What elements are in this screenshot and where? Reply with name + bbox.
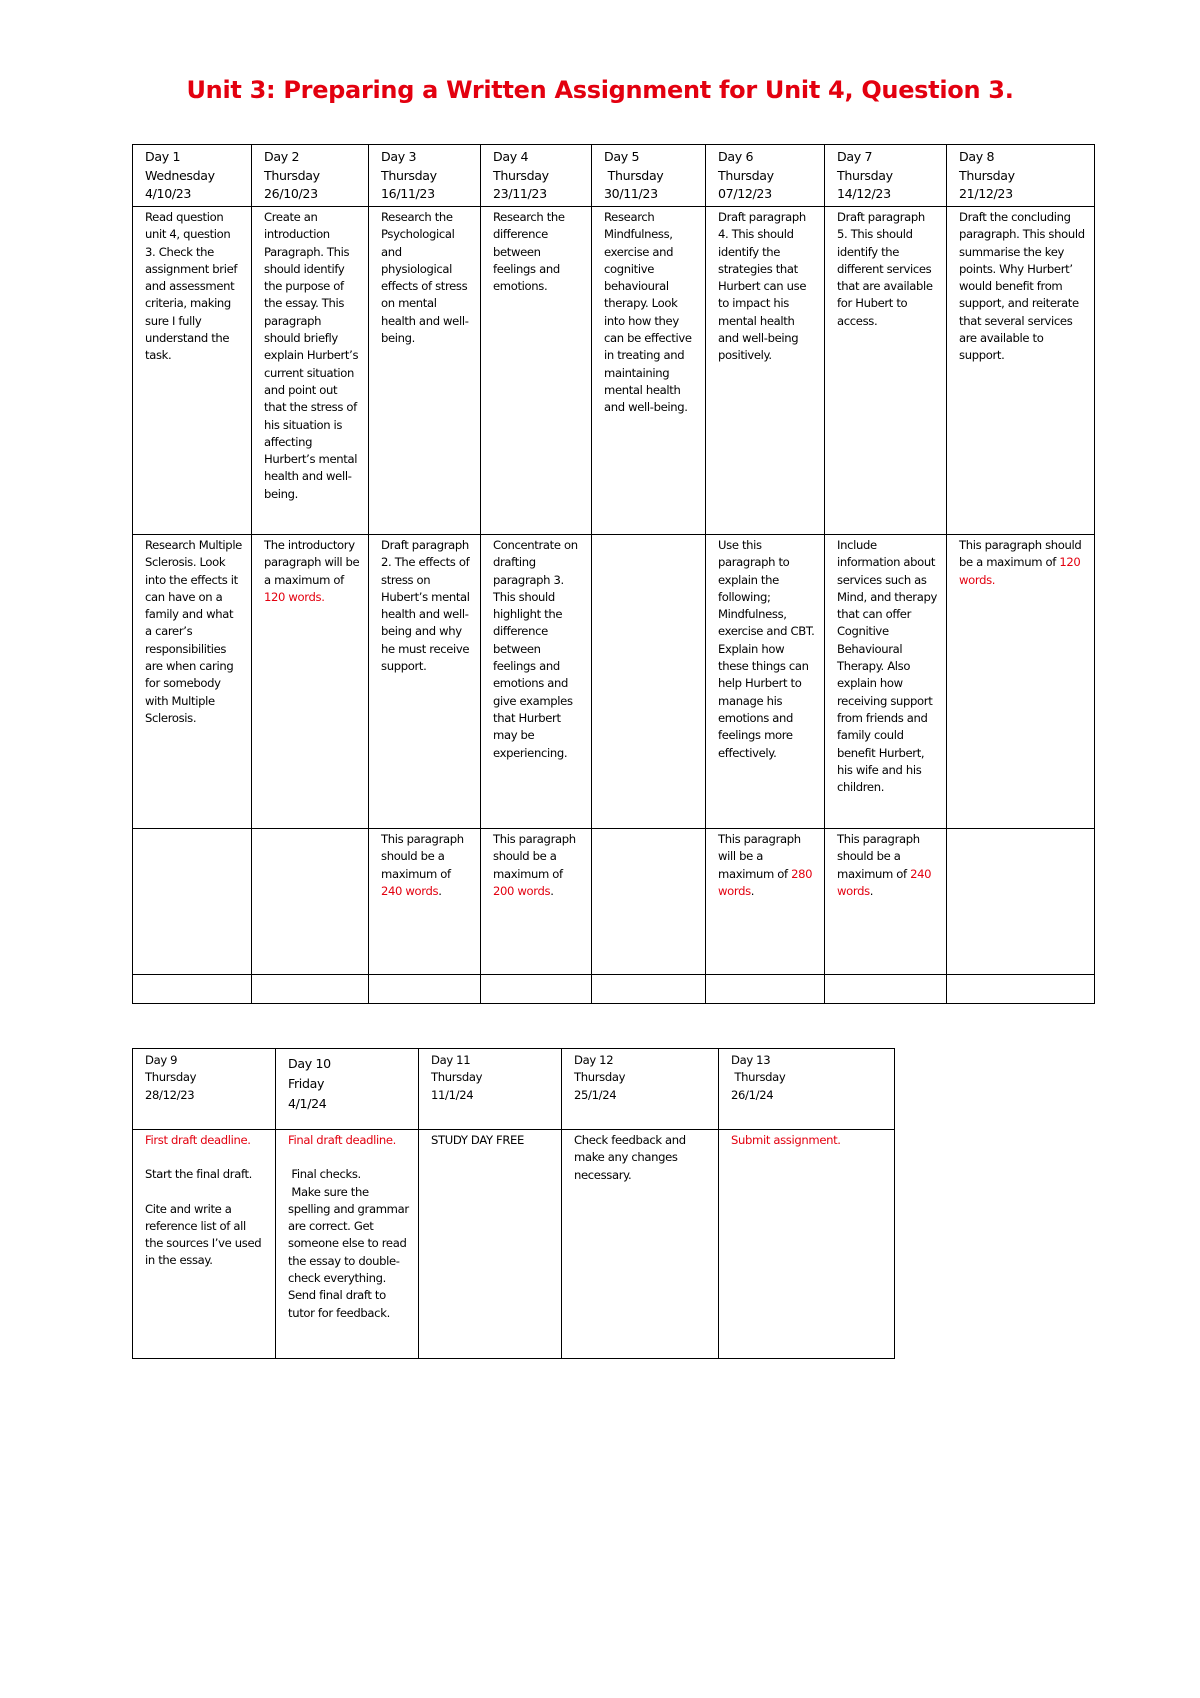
day-label: Day 2 — [264, 149, 300, 164]
spacer — [288, 1149, 410, 1166]
weekday-label: Thursday — [381, 167, 437, 183]
weekday-label: Thursday — [574, 1070, 626, 1085]
task-cell — [133, 1130, 276, 1359]
empty-cell — [133, 829, 252, 975]
deadline-label: First draft deadline. — [145, 1133, 251, 1147]
word-limit-end: . — [438, 883, 442, 898]
day-label: Day 3 — [381, 149, 417, 164]
day-header — [825, 145, 947, 207]
word-limit-text: This paragraph should be a maximum of — [837, 832, 920, 881]
task-cell: Draft paragraph 4. This should identify the strategies that Hurbert can use to impact his mental health and well-being positively. — [706, 207, 825, 535]
day-label: Day 8 — [959, 149, 995, 164]
word-limit-value: 280 words — [718, 866, 813, 898]
word-limit-cell — [706, 829, 825, 975]
day-label: Day 1 — [145, 149, 181, 164]
empty-cell — [592, 975, 706, 1004]
task-cell: Concentrate on drafting paragraph 3. This should highlight the difference between feelings and emotions and give examples that Hurbert may be experiencing. — [481, 535, 592, 829]
task-cell: Read question unit 4, question 3. Check the assignment brief and assessment criteria, making sure I fully understand the task. — [133, 207, 252, 535]
word-limit-end: . — [550, 883, 554, 898]
task-text: Make sure the spelling and grammar are correct. Get someone else to read the essay to double-check everything. Send final draft to tutor for feedback. — [288, 1184, 413, 1320]
task-cell — [276, 1130, 419, 1359]
page-title: Unit 3: Preparing a Written Assignment for Unit 4, Question 3. — [186, 76, 1014, 104]
task-cell — [252, 535, 369, 829]
task-cell: Draft paragraph 2. The effects of stress on Hubert’s mental health and well-being and why he must receive support. — [369, 535, 481, 829]
day-header — [369, 145, 481, 207]
blank-row — [133, 975, 1095, 1004]
word-limit-end: . — [750, 883, 755, 898]
day-label: Day 9 — [145, 1053, 178, 1067]
day-label: Day 7 — [837, 149, 873, 164]
weekday-label: Thursday — [145, 1070, 197, 1085]
day-header — [481, 145, 592, 207]
word-limit-cell — [369, 829, 481, 975]
day-label: Day 6 — [718, 149, 754, 164]
date-label: 16/11/23 — [381, 186, 435, 201]
day-label: Day 11 — [431, 1053, 471, 1067]
header-row — [133, 1049, 895, 1130]
empty-cell — [133, 975, 252, 1004]
task-cell: Research Multiple Sclerosis. Look into the effects it can have on a family and what a carer’s responsibilities are when caring for somebody with Multiple Sclerosis. — [133, 535, 252, 829]
task-cell: Draft the concluding paragraph. This should summarise the key points. Why Hurbert’ would benefit from support, and reiterate that several services are available to support. — [947, 207, 1095, 535]
date-label: 26/10/23 — [264, 186, 318, 201]
task-cell: Use this paragraph to explain the following; Mindfulness, exercise and CBT. Explain how these things can help Hurbert to manage his emotions and feelings more effectively. — [706, 535, 825, 829]
day-header — [947, 145, 1095, 207]
word-limit-text: This paragraph should be a maximum of — [381, 832, 464, 881]
day-header — [252, 145, 369, 207]
word-limit-row — [133, 829, 1095, 975]
date-label: 11/1/24 — [431, 1087, 474, 1102]
weekday-label: Wednesday — [145, 167, 215, 183]
spacer — [145, 1184, 267, 1201]
weekday-label: Thursday — [718, 167, 774, 183]
task-cell: STUDY DAY FREE — [419, 1130, 562, 1359]
empty-cell — [369, 975, 481, 1004]
date-label: 4/10/23 — [145, 186, 192, 201]
word-limit-value: 240 words — [837, 866, 932, 898]
weekday-label: Friday — [288, 1076, 325, 1091]
task-cell: Research the difference between feelings and emotions. — [481, 207, 592, 535]
schedule-table-days-1-8 — [132, 144, 1095, 1004]
task-cell: Include information about services such as Mind, and therapy that can offer Cognitive Behavioural Therapy. Also explain how receiving support from friends and family could benefit Hurbert, his wife and his children. — [825, 535, 947, 829]
spacer — [145, 1149, 267, 1166]
deadline-label: Final draft deadline. — [288, 1133, 396, 1147]
task-cell: Research the Psychological and physiological effects of stress on mental health and well-being. — [369, 207, 481, 535]
task-cell: Draft paragraph 5. This should identify the different services that are available for Hubert to access. — [825, 207, 947, 535]
task-cell — [947, 535, 1095, 829]
task-cell: Submit assignment. — [719, 1130, 895, 1359]
task-cell: Create an introduction Paragraph. This should identify the purpose of the essay. This paragraph should briefly explain Hurbert’s current situation and point out that the stress of his situation is affecting Hurbert’s mental health and well-being. — [252, 207, 369, 535]
day-header — [419, 1049, 562, 1130]
weekday-label: Thursday — [431, 1070, 483, 1085]
word-limit-value: 200 words — [493, 883, 551, 898]
empty-cell — [947, 975, 1095, 1004]
word-limit-text: The introductory paragraph will be a maximum of — [264, 538, 360, 587]
day-header — [592, 145, 706, 207]
empty-cell — [252, 975, 369, 1004]
task-row-2 — [133, 535, 1095, 829]
word-limit-value: 240 words — [381, 883, 439, 898]
day-header — [133, 145, 252, 207]
weekday-label: Thursday — [837, 167, 893, 183]
task-cell — [592, 535, 706, 829]
day-label: Day 5 — [604, 149, 640, 164]
word-limit-value: 120 words. — [264, 589, 325, 604]
word-limit-cell — [825, 829, 947, 975]
day-label: Day 4 — [493, 149, 529, 164]
date-label: 28/12/23 — [145, 1087, 195, 1102]
schedule-table-days-9-13 — [132, 1048, 895, 1359]
task-cell: Research Mindfulness, exercise and cognitive behavioural therapy. Look into how they can be effective in treating and maintaining mental health and well-being. — [592, 207, 706, 535]
date-label: 23/11/23 — [493, 186, 547, 201]
date-label: 07/12/23 — [718, 186, 772, 201]
empty-cell — [947, 829, 1095, 975]
word-limit-end: . — [869, 883, 874, 898]
date-label: 14/12/23 — [837, 186, 891, 201]
day-label: Day 10 — [288, 1056, 331, 1071]
empty-cell — [592, 829, 706, 975]
task-text: Start the final draft. — [145, 1167, 253, 1182]
word-limit-text: This paragraph should be a maximum of — [493, 832, 576, 881]
day-header — [133, 1049, 276, 1130]
day-label: Day 12 — [574, 1053, 614, 1067]
date-label: 21/12/23 — [959, 186, 1013, 201]
date-label: 30/11/23 — [604, 186, 658, 201]
weekday-label: Thursday — [264, 167, 320, 183]
task-text: Cite and write a reference list of all the sources I’ve used in the essay. — [145, 1201, 262, 1268]
weekday-label: Thursday — [731, 1070, 786, 1085]
weekday-label: Thursday — [493, 167, 549, 183]
word-limit-cell — [481, 829, 592, 975]
empty-cell — [481, 975, 592, 1004]
date-label: 25/1/24 — [574, 1087, 617, 1102]
date-label: 26/1/24 — [731, 1087, 774, 1102]
day-header — [706, 145, 825, 207]
day-label: Day 13 — [731, 1053, 771, 1067]
weekday-label: Thursday — [959, 167, 1015, 183]
empty-cell — [706, 975, 825, 1004]
word-limit-text: This paragraph will be a maximum of — [718, 832, 801, 881]
task-row — [133, 1130, 895, 1359]
task-text: Final checks. — [288, 1167, 361, 1182]
word-limit-text: This paragraph should be a maximum of — [959, 538, 1082, 570]
header-row — [133, 145, 1095, 207]
day-header — [562, 1049, 719, 1130]
empty-cell — [825, 975, 947, 1004]
weekday-label: Thursday — [604, 167, 664, 183]
task-row-1 — [133, 207, 1095, 535]
day-header — [719, 1049, 895, 1130]
task-cell: Check feedback and make any changes necessary. — [562, 1130, 719, 1359]
day-header — [276, 1049, 419, 1130]
empty-cell — [252, 829, 369, 975]
word-limit-value: 120 words. — [959, 555, 1081, 587]
date-label: 4/1/24 — [288, 1096, 327, 1111]
